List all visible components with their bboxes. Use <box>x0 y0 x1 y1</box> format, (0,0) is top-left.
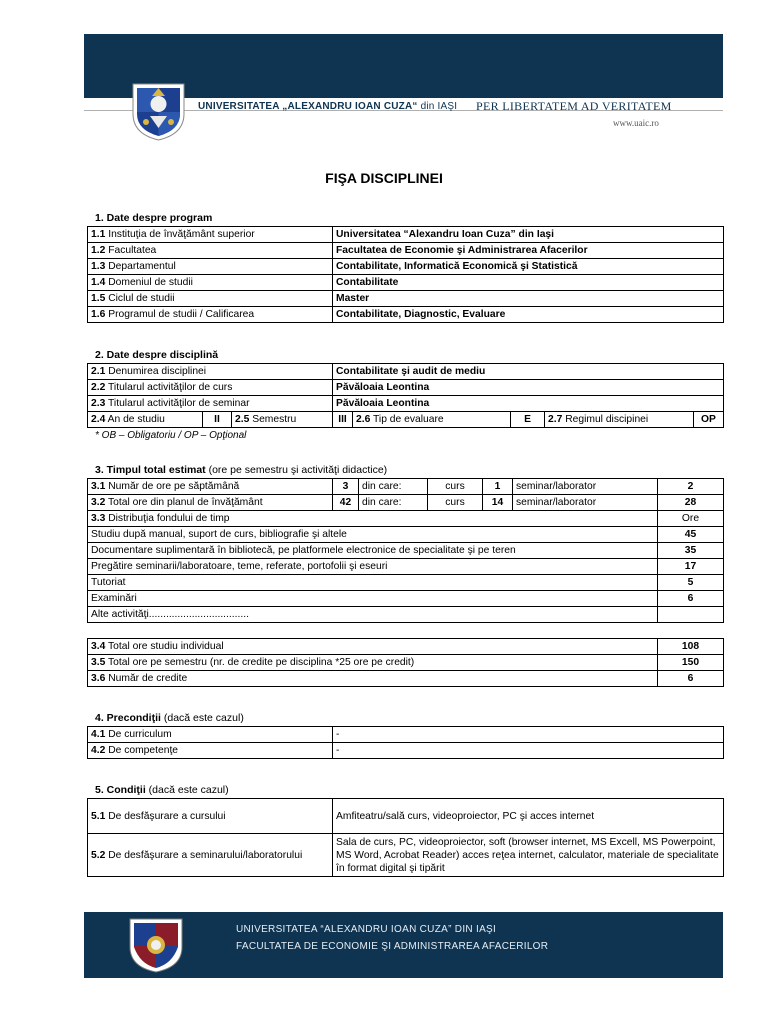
section-conditions-heading: 5. Condiţii (dacă este cazul) <box>95 784 229 796</box>
condition-row-value: Sala de curs, PC, videoproiector, soft (browser internet, MS Excell, MS Powerpoint, MS Word, Acrobat Reader) acces reţea internet, calculator, materiale de specialitate în format digital şi tipărit <box>333 834 724 877</box>
weekly-seminar-label: seminar/laborator <box>513 479 658 495</box>
weekly-curs-hours: 1 <box>483 479 513 495</box>
program-row-value: Master <box>333 291 724 307</box>
weekly-din-care: din care: <box>359 479 428 495</box>
program-row <box>88 243 724 259</box>
time-activity-hours: 17 <box>658 559 724 575</box>
program-row-label: 1.2 Facultatea <box>88 243 333 259</box>
discipline-row-label: 2.2 Titularul activităţilor de curs <box>88 380 333 396</box>
footer-crest-icon <box>128 917 184 974</box>
time-total-row-label: 3.4 Total ore studiu individual <box>88 639 658 655</box>
regime-value: OP <box>694 412 724 428</box>
plan-hours-row <box>88 495 724 511</box>
precondition-row-label: 4.2 De competenţe <box>88 743 333 759</box>
plan-seminar-hours: 28 <box>658 495 724 511</box>
footer-university-name: UNIVERSITATEA “ALEXANDRU IOAN CUZA” DIN IAŞI <box>236 924 497 935</box>
time-activity-row <box>88 575 724 591</box>
weekly-curs-label: curs <box>428 479 483 495</box>
time-total-row <box>88 671 724 687</box>
plan-seminar-label: seminar/laborator <box>513 495 658 511</box>
conditions-table <box>87 798 724 877</box>
time-total-row-label: 3.5 Total ore pe semestru (nr. de credite pe disciplina *25 ore pe credit) <box>88 655 658 671</box>
condition-row-value: Amfiteatru/sală curs, videoproiector, PC şi acces internet <box>333 799 724 834</box>
section-program-heading: 1. Date despre program <box>95 212 213 224</box>
plan-hours-label: 3.2 Total ore din planul de învăţământ <box>88 495 333 511</box>
program-row <box>88 259 724 275</box>
section-preconditions-heading: 4. Precondiţii (dacă este cazul) <box>95 712 244 724</box>
program-row <box>88 275 724 291</box>
time-total-row <box>88 655 724 671</box>
plan-hours-total: 42 <box>333 495 359 511</box>
year-label: 2.4 An de studiu <box>88 412 203 428</box>
time-activity-label: Documentare suplimentară în bibliotecă, pe platformele electronice de specialitate şi pe teren <box>88 543 658 559</box>
weekly-hours-row <box>88 479 724 495</box>
time-total-row-value: 6 <box>658 671 724 687</box>
time-total-row <box>88 639 724 655</box>
program-row-label: 1.1 Instituţia de învăţământ superior <box>88 227 333 243</box>
discipline-row-value: Păvăloaia Leontina <box>333 380 724 396</box>
distribution-unit: Ore <box>658 511 724 527</box>
time-total-row-label: 3.6 Număr de credite <box>88 671 658 687</box>
program-row-label: 1.6 Programul de studii / Calificarea <box>88 307 333 323</box>
time-activity-label: Pregătire seminarii/laboratoare, teme, referate, portofolii şi eseuri <box>88 559 658 575</box>
discipline-row-value: Contabilitate şi audit de mediu <box>333 364 724 380</box>
time-total-row-value: 108 <box>658 639 724 655</box>
plan-curs-label: curs <box>428 495 483 511</box>
weekly-seminar-hours: 2 <box>658 479 724 495</box>
precondition-row-value: - <box>333 727 724 743</box>
time-activity-row <box>88 559 724 575</box>
time-activity-row <box>88 527 724 543</box>
time-activity-row <box>88 607 724 623</box>
precondition-row-value: - <box>333 743 724 759</box>
time-activity-label: Studiu după manual, suport de curs, bibliografie şi altele <box>88 527 658 543</box>
precondition-row-label: 4.1 De curriculum <box>88 727 333 743</box>
discipline-year-table <box>87 411 724 428</box>
evaluation-value: E <box>511 412 545 428</box>
time-activity-hours <box>658 607 724 623</box>
discipline-table <box>87 363 724 412</box>
time-activity-label: Alte activităţi................................... <box>88 607 658 623</box>
semester-value: III <box>333 412 353 428</box>
time-activity-hours: 5 <box>658 575 724 591</box>
precondition-row <box>88 743 724 759</box>
section-discipline-heading: 2. Date despre disciplină <box>95 349 219 361</box>
program-row-label: 1.3 Departamentul <box>88 259 333 275</box>
time-activity-row <box>88 591 724 607</box>
discipline-row <box>88 380 724 396</box>
program-row <box>88 227 724 243</box>
time-total-row-value: 150 <box>658 655 724 671</box>
plan-curs-hours: 14 <box>483 495 513 511</box>
regime-label: 2.7 Regimul discipinei <box>545 412 694 428</box>
discipline-row-value: Păvăloaia Leontina <box>333 396 724 412</box>
semester-label: 2.5 Semestru <box>232 412 333 428</box>
university-website[interactable]: www.uaic.ro <box>613 118 659 128</box>
program-row <box>88 307 724 323</box>
section-time-heading: 3. Timpul total estimat (ore pe semestru şi activităţi didactice) <box>95 464 388 476</box>
footer-faculty-name: FACULTATEA DE ECONOMIE ŞI ADMINISTRAREA AFACERILOR <box>236 941 549 952</box>
document-title: FIŞA DISCIPLINEI <box>325 170 443 186</box>
precondition-row <box>88 727 724 743</box>
condition-row-label: 5.1 De desfăşurare a cursului <box>88 799 333 834</box>
time-activity-label: Tutoriat <box>88 575 658 591</box>
discipline-row-label: 2.1 Denumirea disciplinei <box>88 364 333 380</box>
program-table <box>87 226 724 323</box>
program-row-value: Universitatea “Alexandru Ioan Cuza” din Iaşi <box>333 227 724 243</box>
time-activity-label: Examinări <box>88 591 658 607</box>
time-activity-hours: 45 <box>658 527 724 543</box>
condition-row <box>88 834 724 877</box>
discipline-footnote: * OB – Obligatoriu / OP – Opţional <box>95 430 247 441</box>
distribution-label: 3.3 Distribuţia fondului de timp <box>88 511 658 527</box>
program-row <box>88 291 724 307</box>
year-value: II <box>203 412 232 428</box>
program-row-value: Contabilitate <box>333 275 724 291</box>
time-activity-row <box>88 543 724 559</box>
condition-row <box>88 799 724 834</box>
program-row-label: 1.4 Domeniul de studii <box>88 275 333 291</box>
discipline-row-label: 2.3 Titularul activităţilor de seminar <box>88 396 333 412</box>
program-row-label: 1.5 Ciclul de studii <box>88 291 333 307</box>
program-row-value: Contabilitate, Informatică Economică şi Statistică <box>333 259 724 275</box>
program-row-value: Contabilitate, Diagnostic, Evaluare <box>333 307 724 323</box>
weekly-hours-total: 3 <box>333 479 359 495</box>
discipline-row <box>88 396 724 412</box>
time-activity-hours: 6 <box>658 591 724 607</box>
preconditions-table <box>87 726 724 759</box>
distribution-row <box>88 511 724 527</box>
time-totals-table <box>87 638 724 687</box>
university-name: UNIVERSITATEA „ALEXANDRU IOAN CUZA“ din IAŞI <box>198 101 458 112</box>
discipline-year-row <box>88 412 724 428</box>
condition-row-label: 5.2 De desfăşurare a seminarului/laboratorului <box>88 834 333 877</box>
university-crest-icon <box>130 82 187 142</box>
evaluation-label: 2.6 Tip de evaluare <box>353 412 511 428</box>
plan-din-care: din care: <box>359 495 428 511</box>
university-motto: PER LIBERTATEM AD VERITATEM <box>476 99 672 113</box>
program-row-value: Facultatea de Economie şi Administrarea Afacerilor <box>333 243 724 259</box>
time-table <box>87 478 724 623</box>
discipline-row <box>88 364 724 380</box>
time-activity-hours: 35 <box>658 543 724 559</box>
weekly-hours-label: 3.1 Număr de ore pe săptămână <box>88 479 333 495</box>
